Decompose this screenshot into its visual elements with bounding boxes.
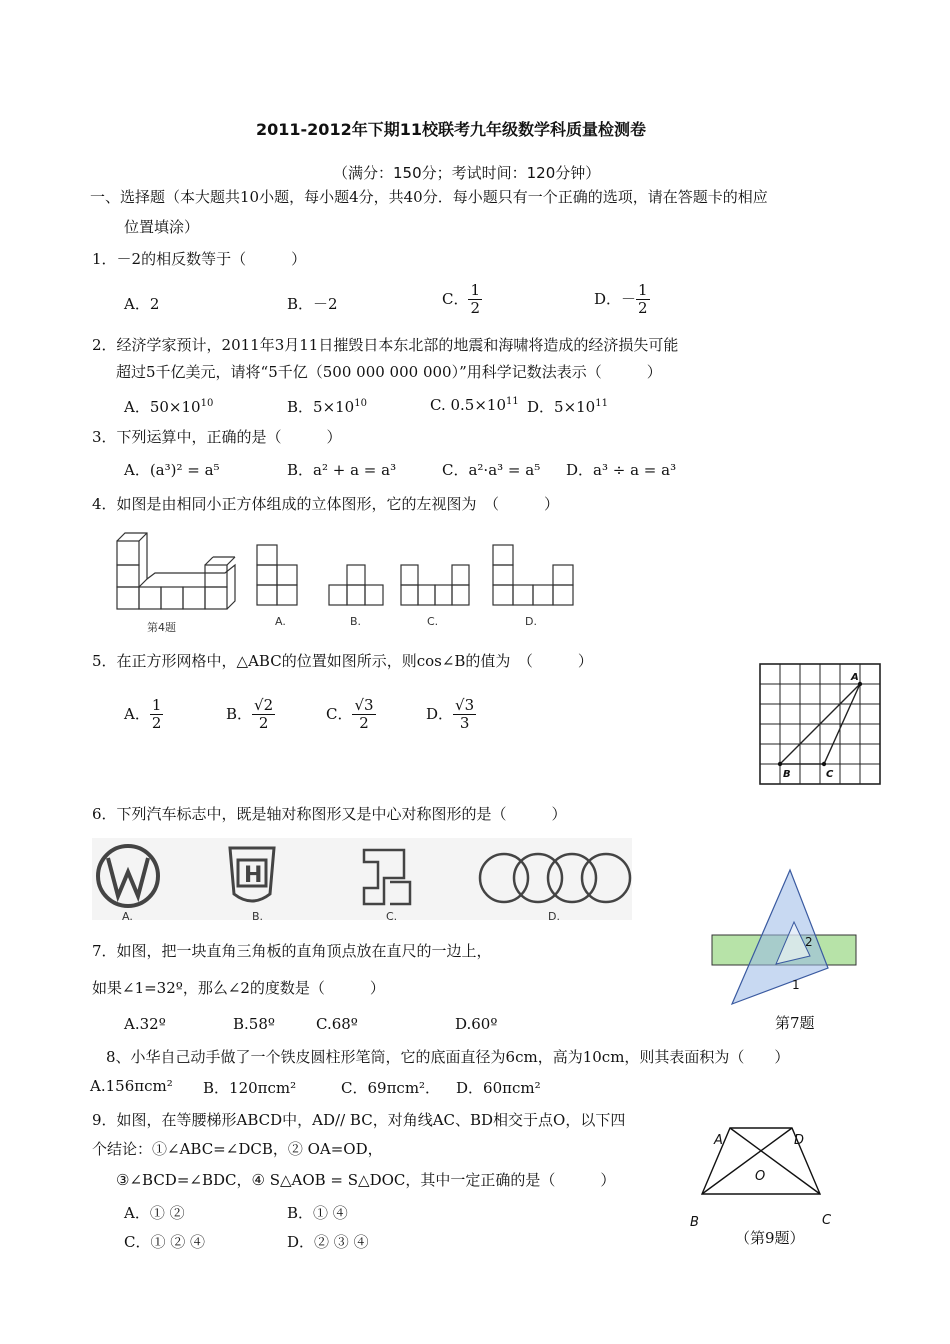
q2-option-b: B．$5\times 10^{10}$ bbox=[287, 398, 367, 416]
q7-figure bbox=[710, 868, 860, 1008]
q9-option-a: A．① ② bbox=[124, 1204, 185, 1222]
q4-stem: 4．如图是由相同小正方体组成的立体图形，它的左视图为 （ ） bbox=[92, 495, 560, 513]
q3-option-a: A．(a³)² = a⁵ bbox=[124, 461, 220, 479]
q9-point-a: A bbox=[714, 1133, 723, 1148]
q3-option-b: B．a² + a = a³ bbox=[287, 461, 397, 479]
q2-stem-line2: 超过5千亿美元，请将“5千亿（500 000 000 000）”用科学记数法表示（ ） bbox=[116, 363, 662, 381]
q9-figure-label: （第9题） bbox=[735, 1229, 805, 1247]
q7-option-d: D.60º bbox=[455, 1015, 498, 1033]
q8-option-b: B．120πcm² bbox=[203, 1079, 297, 1097]
q7-angle-1: 1 bbox=[792, 978, 800, 992]
q7-stem-line1: 7．如图，把一块直角三角板的直角顶点放在直尺的一边上， bbox=[92, 942, 492, 960]
q2-option-a: A．$50\times 10^{10}$ bbox=[124, 398, 214, 416]
q1-option-b: B．－2 bbox=[287, 295, 338, 313]
q9-point-o: O bbox=[755, 1169, 766, 1184]
q9-option-c: C．① ② ④ bbox=[124, 1233, 206, 1251]
q4-opt-a: A. bbox=[275, 615, 286, 628]
q9-option-b: B．① ④ bbox=[287, 1204, 348, 1222]
q1-option-a: A．2 bbox=[124, 295, 160, 313]
q3-option-c: C．a²·a³ = a⁵ bbox=[442, 461, 541, 479]
q9-stem-line2: 个结论：①∠ABC=∠DCB，② OA=OD， bbox=[92, 1140, 383, 1158]
svg-text:H: H bbox=[244, 863, 263, 888]
q5-option-c: C． $\frac{√3}{2}$ bbox=[326, 696, 374, 733]
q4-opt-c: C. bbox=[427, 615, 439, 628]
q1-option-c: C． $\frac{1}{2}$ bbox=[442, 281, 481, 318]
q3-option-d: D．a³ ÷ a = a³ bbox=[566, 461, 677, 479]
q7-option-a: A.32º bbox=[124, 1015, 166, 1033]
q5-stem: 5．在正方形网格中，△ABC的位置如图所示，则cos∠B的值为 （ ） bbox=[92, 652, 593, 670]
q4-fig-label: 第4题 bbox=[147, 621, 176, 634]
q5-option-a: A． $\frac{1}{2}$ bbox=[124, 696, 162, 733]
q6-opt-c: C. bbox=[386, 910, 398, 923]
q5-grid-figure bbox=[760, 664, 884, 788]
q5-option-b: B． $\frac{√2}{2}$ bbox=[226, 696, 274, 733]
section-heading: 一、选择题（本大题共10小题，每小题4分，共40分．每小题只有一个正确的选项，请在答题卡的相应 bbox=[90, 188, 768, 206]
q9-option-d: D．② ③ ④ bbox=[287, 1233, 369, 1251]
page-subtitle: （满分：150分；考试时间：120分钟） bbox=[333, 164, 601, 182]
q4-opt-b: B. bbox=[350, 615, 362, 628]
q5-option-d: D． $\frac{√3}{3}$ bbox=[426, 696, 475, 733]
q9-point-c: C bbox=[822, 1213, 832, 1228]
page-title: 2011-2012年下期11校联考九年级数学科质量检测卷 bbox=[256, 120, 646, 139]
q7-stem-line2: 如果∠1=32º，那么∠2的度数是（ ） bbox=[92, 979, 385, 997]
q7-option-c: C.68º bbox=[316, 1015, 358, 1033]
q3-stem: 3．下列运算中，正确的是（ ） bbox=[92, 428, 342, 446]
q5-point-c: C bbox=[826, 769, 834, 780]
q9-point-b: B bbox=[690, 1215, 699, 1230]
q9-stem-line3: ③∠BCD=∠BDC，④ S△AOB = S△DOC，其中一定正确的是（ ） bbox=[116, 1171, 616, 1189]
q9-point-d: D bbox=[794, 1133, 805, 1148]
q9-trapezoid-figure bbox=[688, 1118, 838, 1230]
q6-stem: 6．下列汽车标志中，既是轴对称图形又是中心对称图形的是（ ） bbox=[92, 805, 567, 823]
q6-opt-d: D. bbox=[548, 910, 560, 923]
q8-option-c: C．69πcm²． bbox=[341, 1079, 441, 1097]
q5-point-a: A bbox=[851, 672, 859, 683]
q2-option-c: C. $0.5\times 10^{11}$ bbox=[430, 396, 519, 414]
q7-figure-label: 第7题 bbox=[775, 1014, 815, 1032]
q4-figure bbox=[105, 525, 605, 640]
q7-option-b: B.58º bbox=[233, 1015, 275, 1033]
q8-option-d: D．60πcm² bbox=[456, 1079, 541, 1097]
q5-point-b: B bbox=[783, 769, 791, 780]
section-heading-cont: 位置填涂） bbox=[124, 218, 200, 236]
q6-opt-b: B. bbox=[252, 910, 264, 923]
q7-angle-2: 2 bbox=[805, 935, 813, 949]
q6-opt-a: A. bbox=[122, 910, 133, 923]
q9-stem-line1: 9．如图，在等腰梯形ABCD中，AD// BC，对角线AC、BD相交于点O，以下四 bbox=[92, 1111, 626, 1129]
q1-option-d: D．－ $\frac{1}{2}$ bbox=[594, 281, 648, 318]
q8-stem: 8、小华自己动手做了一个铁皮圆柱形笔筒，它的底面直径为6cm，高为10cm，则其表面积为（ ） bbox=[106, 1048, 790, 1066]
q4-opt-d: D. bbox=[525, 615, 537, 628]
q2-stem-line1: 2．经济学家预计，2011年3月11日摧毁日本东北部的地震和海啸将造成的经济损失可能 bbox=[92, 336, 679, 354]
q8-option-a: A.156πcm² bbox=[90, 1077, 173, 1095]
q2-option-d: D．$5\times 10^{11}$ bbox=[527, 398, 608, 416]
q6-figure bbox=[92, 838, 632, 928]
q1-stem: 1．－2的相反数等于（ ） bbox=[92, 250, 307, 268]
